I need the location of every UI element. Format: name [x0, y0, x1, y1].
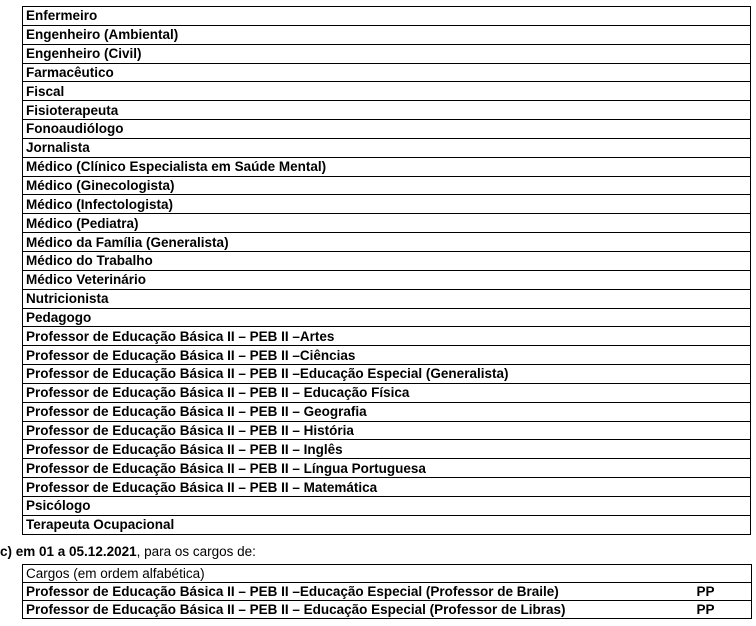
cargo-cell: Médico (Pediatra) [23, 214, 751, 233]
table-row [23, 157, 751, 176]
table-row [23, 515, 751, 534]
table-row [23, 82, 751, 101]
cargo-cell: Médico (Ginecologista) [23, 176, 751, 195]
cargos-table [22, 6, 751, 535]
cargo-cell: Professor de Educação Básica II – PEB II – Língua Portuguesa [23, 459, 751, 478]
section-c-heading [0, 543, 256, 560]
table-row [23, 289, 751, 308]
cargo-cell: Professor de Educação Básica II – PEB II –Educação Especial (Professor de Braile) [23, 583, 694, 601]
cargo-cell: Médico (Infectologista) [23, 195, 751, 214]
table-row [23, 421, 751, 440]
cargo-cell: Engenheiro (Ambiental) [23, 25, 751, 44]
code-cell: PP [694, 583, 752, 601]
table-row [23, 138, 751, 157]
table-row [23, 478, 751, 497]
table-row [23, 383, 751, 402]
table-row [23, 63, 751, 82]
table-row [23, 7, 751, 26]
cargo-cell: Jornalista [23, 138, 751, 157]
table-row [23, 601, 752, 619]
cargo-cell: Farmacêutico [23, 63, 751, 82]
cargo-cell: Médico (Clínico Especialista em Saúde Mental) [23, 157, 751, 176]
cargo-cell: Professor de Educação Básica II – PEB II – Educação Física [23, 383, 751, 402]
table-header-cell: Cargos (em ordem alfabética) [23, 565, 752, 583]
cargo-cell: Fisioterapeuta [23, 101, 751, 120]
table-row [23, 251, 751, 270]
table-row [23, 327, 751, 346]
cargo-cell: Pedagogo [23, 308, 751, 327]
section-c-intro: , para os cargos de: [136, 544, 256, 559]
table-row [23, 176, 751, 195]
table-row [23, 365, 751, 384]
section-c-date: c) em 01 a 05.12.2021 [0, 544, 137, 559]
table-row [23, 459, 751, 478]
table-row [23, 44, 751, 63]
table-row [23, 214, 751, 233]
cargo-cell: Professor de Educação Básica II – PEB II – Geografia [23, 402, 751, 421]
cargo-cell: Médico Veterinário [23, 270, 751, 289]
cargo-cell: Professor de Educação Básica II – PEB II – Matemática [23, 478, 751, 497]
cargo-cell: Professor de Educação Básica II – PEB II – Educação Especial (Professor de Libras) [23, 601, 694, 619]
table-row [23, 233, 751, 252]
cargo-cell: Psicólogo [23, 496, 751, 515]
table-row [23, 402, 751, 421]
cargo-cell: Professor de Educação Básica II – PEB II –Artes [23, 327, 751, 346]
table-row [23, 120, 751, 139]
table-header-row [23, 565, 752, 583]
cargo-cell: Médico do Trabalho [23, 251, 751, 270]
table-row [23, 583, 752, 601]
cargo-cell: Professor de Educação Básica II – PEB II – Inglês [23, 440, 751, 459]
table-row [23, 25, 751, 44]
cargo-cell: Fiscal [23, 82, 751, 101]
cargo-cell: Professor de Educação Básica II – PEB II – História [23, 421, 751, 440]
code-cell: PP [694, 601, 752, 619]
table-row [23, 195, 751, 214]
table-row [23, 440, 751, 459]
cargo-cell: Professor de Educação Básica II – PEB II –Ciências [23, 346, 751, 365]
cargo-cell: Nutricionista [23, 289, 751, 308]
cargo-cell: Médico da Família (Generalista) [23, 233, 751, 252]
section-c-table [22, 564, 752, 619]
table-row [23, 308, 751, 327]
cargo-cell: Terapeuta Ocupacional [23, 515, 751, 534]
table-row [23, 270, 751, 289]
table-row [23, 101, 751, 120]
cargo-cell: Professor de Educação Básica II – PEB II –Educação Especial (Generalista) [23, 365, 751, 384]
table-row [23, 496, 751, 515]
cargo-cell: Engenheiro (Civil) [23, 44, 751, 63]
cargos-table-body [23, 7, 751, 535]
table-row [23, 346, 751, 365]
cargo-cell: Fonoaudiólogo [23, 120, 751, 139]
cargo-cell: Enfermeiro [23, 7, 751, 26]
